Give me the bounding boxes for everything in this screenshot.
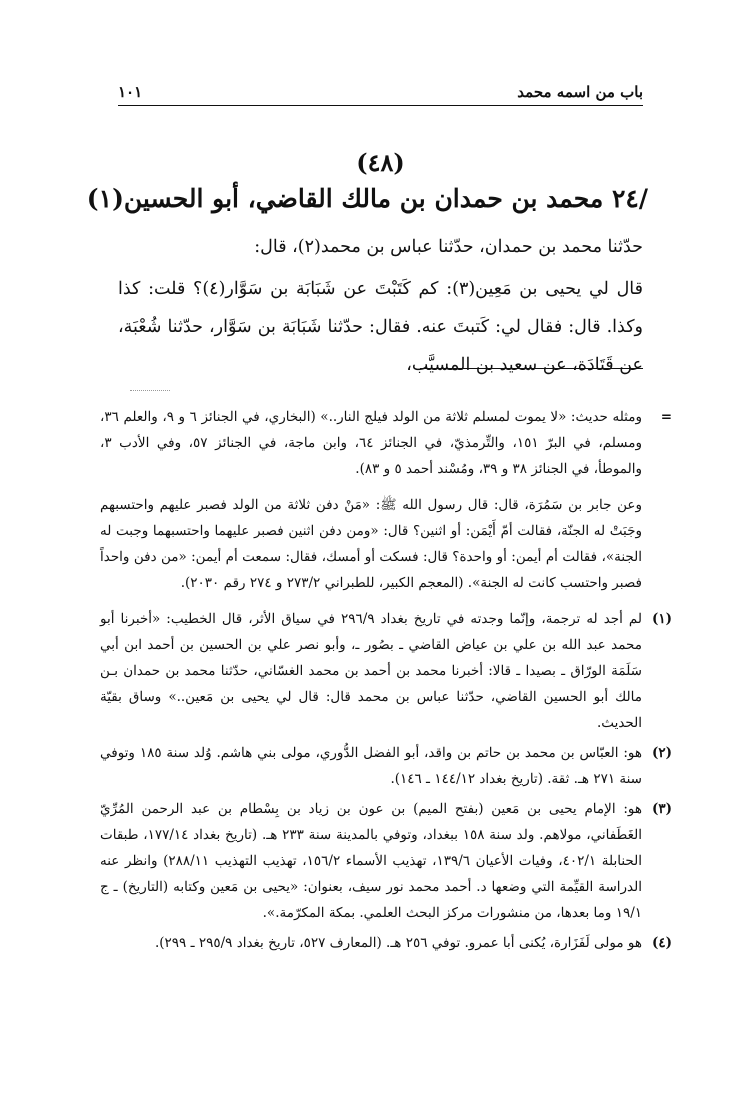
chapter-title: باب من اسمه محمد — [517, 83, 643, 101]
footnote-mark — [648, 492, 672, 596]
footnote — [100, 404, 672, 482]
footnote-mark: (١) — [651, 611, 672, 627]
footnote-text: هو مولى لَفَزَارة، يُكنى أبا عمرو. توفي ٢٥٦ هـ. (المعارف ٥٢٧، تاريخ بغداد ٢٩٥/٩ ـ ٢٩٩). — [154, 935, 642, 951]
footnote — [100, 930, 672, 956]
hadith-paragraph: قال لي يحيى بن مَعِين(٣): كم كَتَبْتَ عن شَبَابَة بن سَوَّار(٤)؟ قلت: كذا وكذا. قال: فقال لي: كَتبتَ عنه. فقال: حدّثنا شَبَابَة بن سَوَّار، حدّثنا شُعْبَة، عن قَتَادَة، عن سعيد بن المسيَّب، — [118, 279, 643, 375]
running-header — [118, 78, 643, 106]
footnote-mark: (٢) — [651, 745, 672, 761]
footnote-mark: (٣) — [651, 801, 672, 817]
footnote-separator — [420, 368, 643, 369]
entry-number: (٤٨) — [356, 148, 405, 177]
footnote — [100, 740, 672, 792]
footnote-mark: (٤) — [651, 935, 672, 951]
footnote — [100, 492, 672, 596]
entry-title: /٢٤ محمد بن حمدان بن مالك القاضي، أبو الحسين(١) — [86, 184, 648, 213]
main-text-paragraph — [118, 270, 643, 384]
footnote — [100, 606, 672, 736]
footnote-text: هو: العبّاس بن محمد بن حاتم بن واقد، أبو الفضل الدُّوري، مولى بني هاشم. وُلد سنة ١٨٥ وتوفي سنة ٢٧١ هـ. ثقة. (تاريخ بغداد ١٤٤/١٢ ـ ١٤٦). — [100, 745, 642, 787]
page-number: ١٠١ — [118, 83, 143, 101]
main-text-line-1 — [118, 228, 643, 266]
footnote-text: وعن جابر بن سَمُرَة، قال: قال رسول الله ﷺ: «مَنْ دفن ثلاثة من الولد فصبر عليهم واحتسبهم وجَبَتْ له الجنّة، فقالت أمّ أَيْمَن: أو اثنين؟ قال: «ومن دفن اثنين فصبر عليهما واحتسبهما وجبت له الجنة»، فقالت أم أيمن: أو واحدة؟ قال: فسكت أو أمسك، فقال: سمعت أم أيمن: «من دفن واحداً فصبر واحتسب كانت له الجنة». (المعجم الكبير، للطبراني ٢٧٣/٢ و ٢٧٤ رقم ٢٠٣٠). — [100, 497, 642, 591]
isnad-line: حدّثنا محمد بن حمدان، حدّثنا عباس بن محمد(٢)، قال: — [254, 237, 643, 257]
footnote-text: هو: الإمام يحيى بن مَعين (بفتح الميم) بن عون بن زياد بن بِسْطام بن عبد الرحمن المُرِّيّ الغَطَفاني، مولاهم. ولد سنة ١٥٨ ببغداد، وتوفي بالمدينة سنة ٢٣٣ هـ. (تاريخ بغداد ١٧٧/١٤، طبقات الحنابلة ٤٠٢/١، وفيات الأعيان ١٣٩/٦، تهذيب الأسماء ١٥٦/٢، تهذيب التهذيب ٢٨٨/١١) وانظر عنه الدراسة القيِّمة التي وضعها د. أحمد محمد نور سيف، بعنوان: «يحيى بن مَعين وكتابه (التاريخ) ـ ج ١٩/١ وما بعدها، من منشورات مركز البحث العلمي. بمكة المكرّمة.». — [100, 801, 642, 921]
footnote-text: لم أجد له ترجمة، وإنّما وجدته في تاريخ بغداد ٢٩٦/٩ في سياق الأثر، قال الخطيب: «أخبرنا أبو محمد عبد الله بن علي بن عياض القاضي ـ بصُور ـ، وأبو نصر علي بن الحسين بن أحمد ابن أبي سَلَمَة الورّاق ـ بصيدا ـ قالا: أخبرنا محمد بن أحمد بن محمد الغسّاني، حدّثنا محمد بن حمدان بـن مالك أبو الحسين القاضي، حدّثنا عباس بن محمد قال: قال لي يحيى بن مَعين..» وساق بقيّة الحديث. — [100, 611, 643, 731]
footnote-mark: = — [660, 409, 672, 425]
footnotes — [100, 404, 672, 960]
footnote — [100, 796, 672, 926]
footnote-text: ومثله حديث: «لا يموت لمسلم ثلاثة من الولد فيلج النار..» (البخاري، في الجنائز ٦ و ٩، والعلم ٣٦، ومسلم، في البرّ ١٥١، والتِّرمذيّ، في الجنائز ٦٤، وابن ماجة، في الجنائز ٥٧، وفي الأدب ٣، والموطأ، في الجنائز ٣٨ و ٣٩، ومُسْند أحمد ٥ و ٨٣). — [100, 409, 643, 477]
decorative-dash — [130, 390, 170, 391]
